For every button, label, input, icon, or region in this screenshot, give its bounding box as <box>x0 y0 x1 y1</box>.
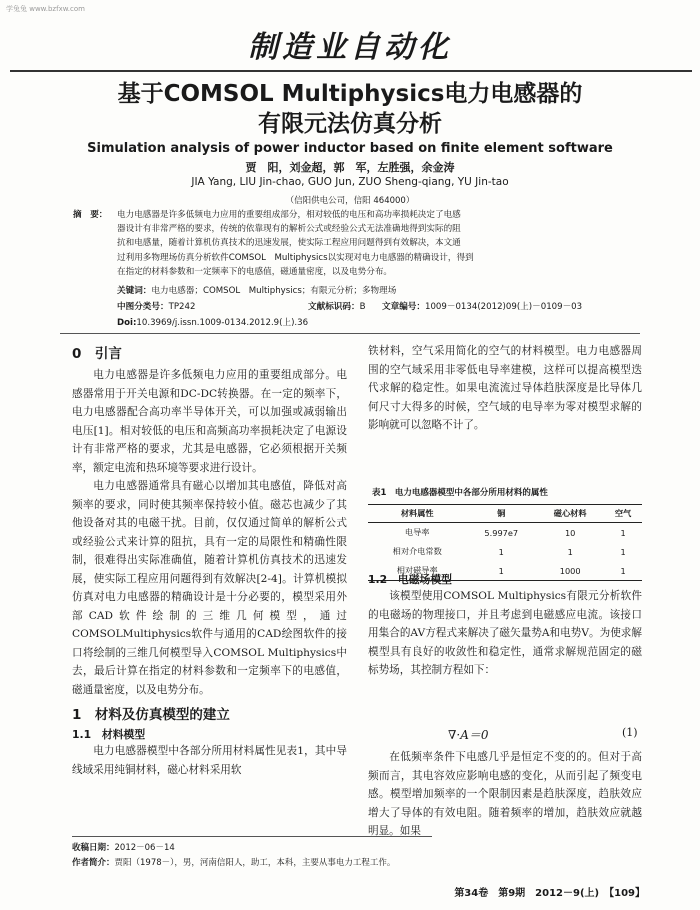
doc-code-value: B <box>359 302 366 312</box>
author-bio-label: 作者简介： <box>72 858 115 868</box>
table-cell: 1 <box>620 527 626 538</box>
doi-value: 10.3969/j.issn.1009-0134.2012.9(上).36 <box>136 318 309 328</box>
watermark-text: 学兔兔 www.bzfxw.com <box>6 5 85 13</box>
abstract-line: 器设计有非常严格的要求，传统的依靠现有的解析公式或经验公式无法准确地得到实际的阻 <box>117 224 461 235</box>
paragraph: 该模型使用COMSOL Multiphysics有限元分析软件的电磁场的物理接口，并且考虑到电磁感应电流。该接口用集合的AV方程式来解决了磁矢量势A和电势V。为使求解模型具有良好的收敛性和稳定性，通常求解规范固定的磁标势场，其控制方程如下： <box>368 590 642 676</box>
clc-label: 中图分类号： <box>117 302 169 312</box>
paragraph: 铁材料，空气采用简化的空气的材料模型。电力电感器周围的空气域采用非零低电导率建模，这样可以提高模型迭代求解的稳定性。如果电流流过导体趋肤深度是比导体几何尺寸大得多的时候，空气域的电导率为零对模型求解的影响就可以忽略不计了。 <box>368 345 642 431</box>
paragraph: 电力电感器通常具有磁心以增加其电感值，降低对高频率的要求，同时使其频率保持较小值。磁芯也减少了其他设备对其的电磁干扰。目前，仅仅通过简单的解析公式或经验公式来计算的阻抗，具有一定的局限性和精确性限制，很难得出实际准确值，随着计算机仿真技术的迅速发展，使实际工程应用问题得到有效解决[2-4]。计算机模拟仿真对电力电感器的精确设计是十分必要的，模型采用外部CAD软件绘制的三维几何模型，通过COMSOLMultiphysics软件与通用的CAD绘图软件的接口将绘制的三维几何模型导入COMSOL Multiphysics中去，最后计算在指定的材料参数和一定频率下的电感值，磁通量密度，以及电势分布。 <box>72 480 347 696</box>
table-header: 磁心材料 <box>536 505 604 523</box>
article-no-value: 1009－0134(2012)09(上)－0109－03 <box>424 302 583 312</box>
equation-number: (1) <box>622 726 638 739</box>
table-cell: 1 <box>498 546 504 557</box>
table-cell: 1 <box>567 546 573 557</box>
section-1-2-body <box>368 587 642 680</box>
keywords-value: 电力电感器；COMSOL Multiphysics；有限元分析；多物理场 <box>151 286 397 296</box>
abstract-line: 过利用多物理场仿真分析软件COMSOL Multiphysics以实现对电力电感器的精确设计，得到 <box>117 252 474 263</box>
section-1-2-heading: 1.2 电磁场模型 <box>368 573 452 586</box>
header-rule <box>10 70 692 72</box>
table-header: 铜 <box>466 505 536 523</box>
table-header: 空气 <box>604 505 642 523</box>
authors-chinese: 贾 阳，刘金超，郭 军，左胜强，余金涛 <box>245 161 455 174</box>
paper-title-line2: 有限元法仿真分析 <box>258 111 442 137</box>
paragraph: 电力电感器模型中各部分所用材料属性见表1，其中导线域采用纯铜材料，磁心材料采用软 <box>72 745 347 776</box>
table-caption: 表1 电力电感器模型中各部分所用材料的属性 <box>372 488 548 498</box>
right-column-lower <box>368 572 642 680</box>
table-cell: 相对磁导率 <box>368 561 466 581</box>
table-cell: 电导率 <box>404 527 430 537</box>
abstract-label: 摘 要： <box>73 210 108 220</box>
section-1-1-heading: 1.1 材料模型 <box>72 728 146 741</box>
table-cell: 1 <box>620 546 626 557</box>
received-value: 2012－06－14 <box>114 843 175 853</box>
article-number <box>382 300 582 312</box>
author-bio-value: 贾阳（1978－），男，河南信阳人，助工，本科，主要从事电力工程工作。 <box>114 858 396 868</box>
table-cell: 1000 <box>536 561 604 581</box>
table-cell: 相对介电常数 <box>392 546 442 556</box>
table-header: 材料属性 <box>368 505 466 523</box>
table-cell: 1 <box>466 561 536 581</box>
received-date <box>72 841 175 853</box>
doi <box>117 316 308 328</box>
paragraph: 电力电感器是许多低频电力应用的重要组成部分。电感器常用于开关电源和DC-DC转换器。在一定的频率下，电力电感器配合高功率半导体开关，可以加强或减弱输出电压[1]。相对较低的电压和高频高功率损耗决定了电源设计有非常严格的要求，尤其是电感器，它必须根据开关频率，额定电流和热环境等要求进行设计。 <box>72 369 347 474</box>
article-no-label: 文章编号： <box>382 302 425 312</box>
authors-english: JIA Yang, LIU Jin-chao, GUO Jun, ZUO Sheng-qiang, YU Jin-tao <box>191 176 509 188</box>
material-properties-table <box>368 504 642 581</box>
abstract-line: 抗和电感量，随着计算机仿真技术的迅速发展，使实际工程应用问题得到有效解决，本文通 <box>117 238 461 249</box>
keywords-label: 关键词： <box>117 286 152 296</box>
doi-label: Doi: <box>117 318 137 328</box>
abstract-line: 电力电感器是许多低频电力应用的重要组成部分，相对较低的电压和高功率损耗决定了电感 <box>117 210 461 220</box>
clc-value: TP242 <box>168 302 196 312</box>
paper-title-line1: 基于COMSOL Multiphysics电力电感器的 <box>117 81 583 107</box>
table-cell: 1 <box>604 561 642 581</box>
right-column-top <box>368 342 642 435</box>
journal-name: 制造业自动化 <box>248 30 452 65</box>
section-1-heading: 1 材料及仿真模型的建立 <box>72 707 230 723</box>
doc-code-label: 文献标识码： <box>308 302 360 312</box>
affiliation: （信阳供电公司，信阳 464000） <box>285 196 415 206</box>
meta-rule <box>60 333 640 334</box>
abstract <box>73 208 593 279</box>
english-title: Simulation analysis of power inductor based on finite element software <box>87 141 613 156</box>
received-label: 收稿日期： <box>72 843 115 853</box>
paragraph: 在低频率条件下电感几乎是恒定不变的的。但对于高频而言，其电容效应影响电感的变化，从而引起了频变电感。模型增加频率的一个限制因素是趋肤深度，趋肤效应增大了导体的有效电阻。随着频率的增加，趋肤效应就越明显。如果 <box>368 751 642 837</box>
keywords <box>117 284 396 296</box>
document-code <box>308 300 365 312</box>
table-row <box>368 523 642 543</box>
section-0-heading: 0 引言 <box>72 346 122 362</box>
right-column-bottom <box>368 748 642 841</box>
left-column <box>72 342 347 779</box>
footnote-rule <box>72 836 432 837</box>
section-1-1-body <box>72 742 347 779</box>
equation: ∇·A＝0 <box>448 728 489 742</box>
table-cell: 5.997e7 <box>484 527 519 538</box>
page-info: 第34卷 第9期 2012－9(上) 【109】 <box>454 888 645 899</box>
table-header-row <box>368 505 642 523</box>
table-row <box>368 542 642 561</box>
table-cell: 10 <box>564 527 576 538</box>
section-0-body <box>72 366 347 699</box>
author-bio <box>72 856 395 868</box>
clc-number <box>117 300 195 312</box>
abstract-line: 在指定的材料参数和一定频率下的电感值，磁通量密度，以及电势分布。 <box>117 266 393 277</box>
